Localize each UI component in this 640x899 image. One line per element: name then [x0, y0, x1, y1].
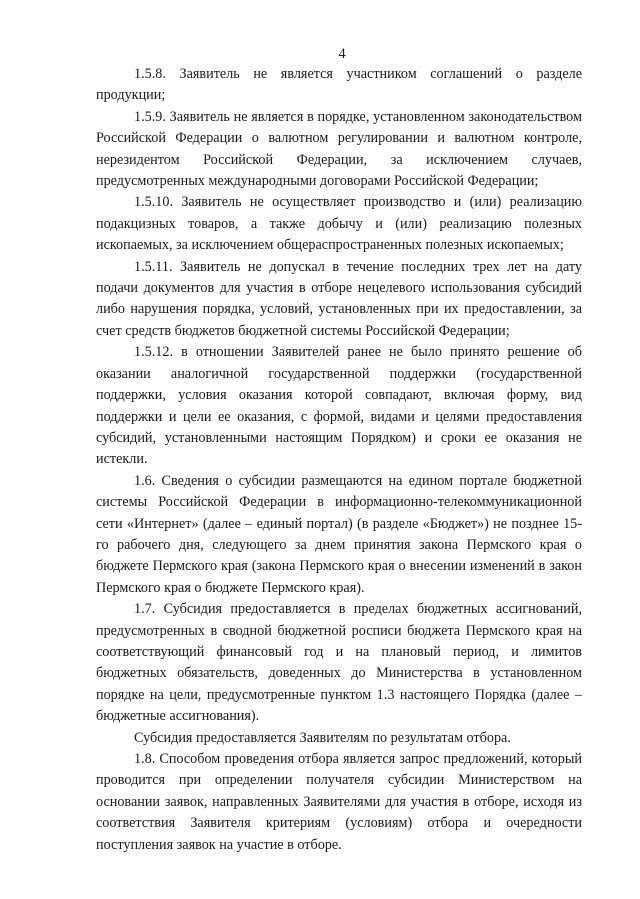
paragraph-1-5-12: 1.5.12. в отношении Заявителей ранее не было принято решение об оказании аналогичной государственной поддержки (государственной поддержки, условия оказания которой совпадают, включая форму, вид поддержки и цели ее оказания, с формой, видами и целями предоставления субсидий, установленными настоящим Порядком) и сроки ее оказания не истекли.	[96, 344, 582, 468]
paragraph-1-5-10: 1.5.10. Заявитель не осуществляет производство и (или) реализацию подакцизных товаров, а также добычу и (или) реализацию полезных ископаемых, за исключением общераспространенных полезных ископаемых;	[96, 194, 582, 254]
paragraph-subsidy-by-selection: Субсидия предоставляется Заявителям по результатам отбора.	[134, 729, 511, 746]
document-body	[96, 64, 582, 856]
page-number: 4	[338, 46, 346, 62]
paragraph-1-6: 1.6. Сведения о субсидии размещаются на едином портале бюджетной системы Российской Федерации в информационно-телекоммуникационной сети «Интернет» (далее – единый портал) (в разделе «Бюджет») не позднее 15-го рабочего дня, следующего за днем принятия закона Пермского края о бюджете Пермского края (закона Пермского края о внесении изменений в закон Пермского края о бюджете Пермского края).	[96, 472, 582, 596]
paragraph-1-5-9: 1.5.9. Заявитель не является в порядке, установленном законодательством Российской Федерации о валютном регулировании и валютном контроле, нерезидентом Российской Федерации, за исключением случаев, предусмотренных международными договорами Российской Федерации;	[96, 108, 582, 190]
paragraph-1-7: 1.7. Субсидия предоставляется в пределах бюджетных ассигнований, предусмотренных в сводной бюджетной росписи бюджета Пермского края на соответствующий финансовый год и на плановый период, и лимитов бюджетных обязательств, доведенных до Министерства в установленном порядке на цели, предусмотренные пунктом 1.3 настоящего Порядка (далее – бюджетные ассигнования).	[96, 601, 582, 725]
paragraph-1-8: 1.8. Способом проведения отбора является запрос предложений, который проводится при определении получателя субсидии Министерством на основании заявок, направленных Заявителями для участия в отборе, исходя из соответствия Заявителя критериям (условиям) отбора и очередности поступления заявок на участие в отборе.	[96, 751, 582, 853]
paragraph-1-5-11: 1.5.11. Заявитель не допускал в течение последних трех лет на дату подачи документов для участия в отборе нецелевого использования субсидий либо нарушения порядка, условий, установленных при их предоставлении, за счет средств бюджетов бюджетной системы Российской Федерации;	[96, 258, 582, 339]
paragraph-1-5-8: 1.5.8. Заявитель не является участником соглашений о разделе продукции;	[96, 66, 582, 104]
